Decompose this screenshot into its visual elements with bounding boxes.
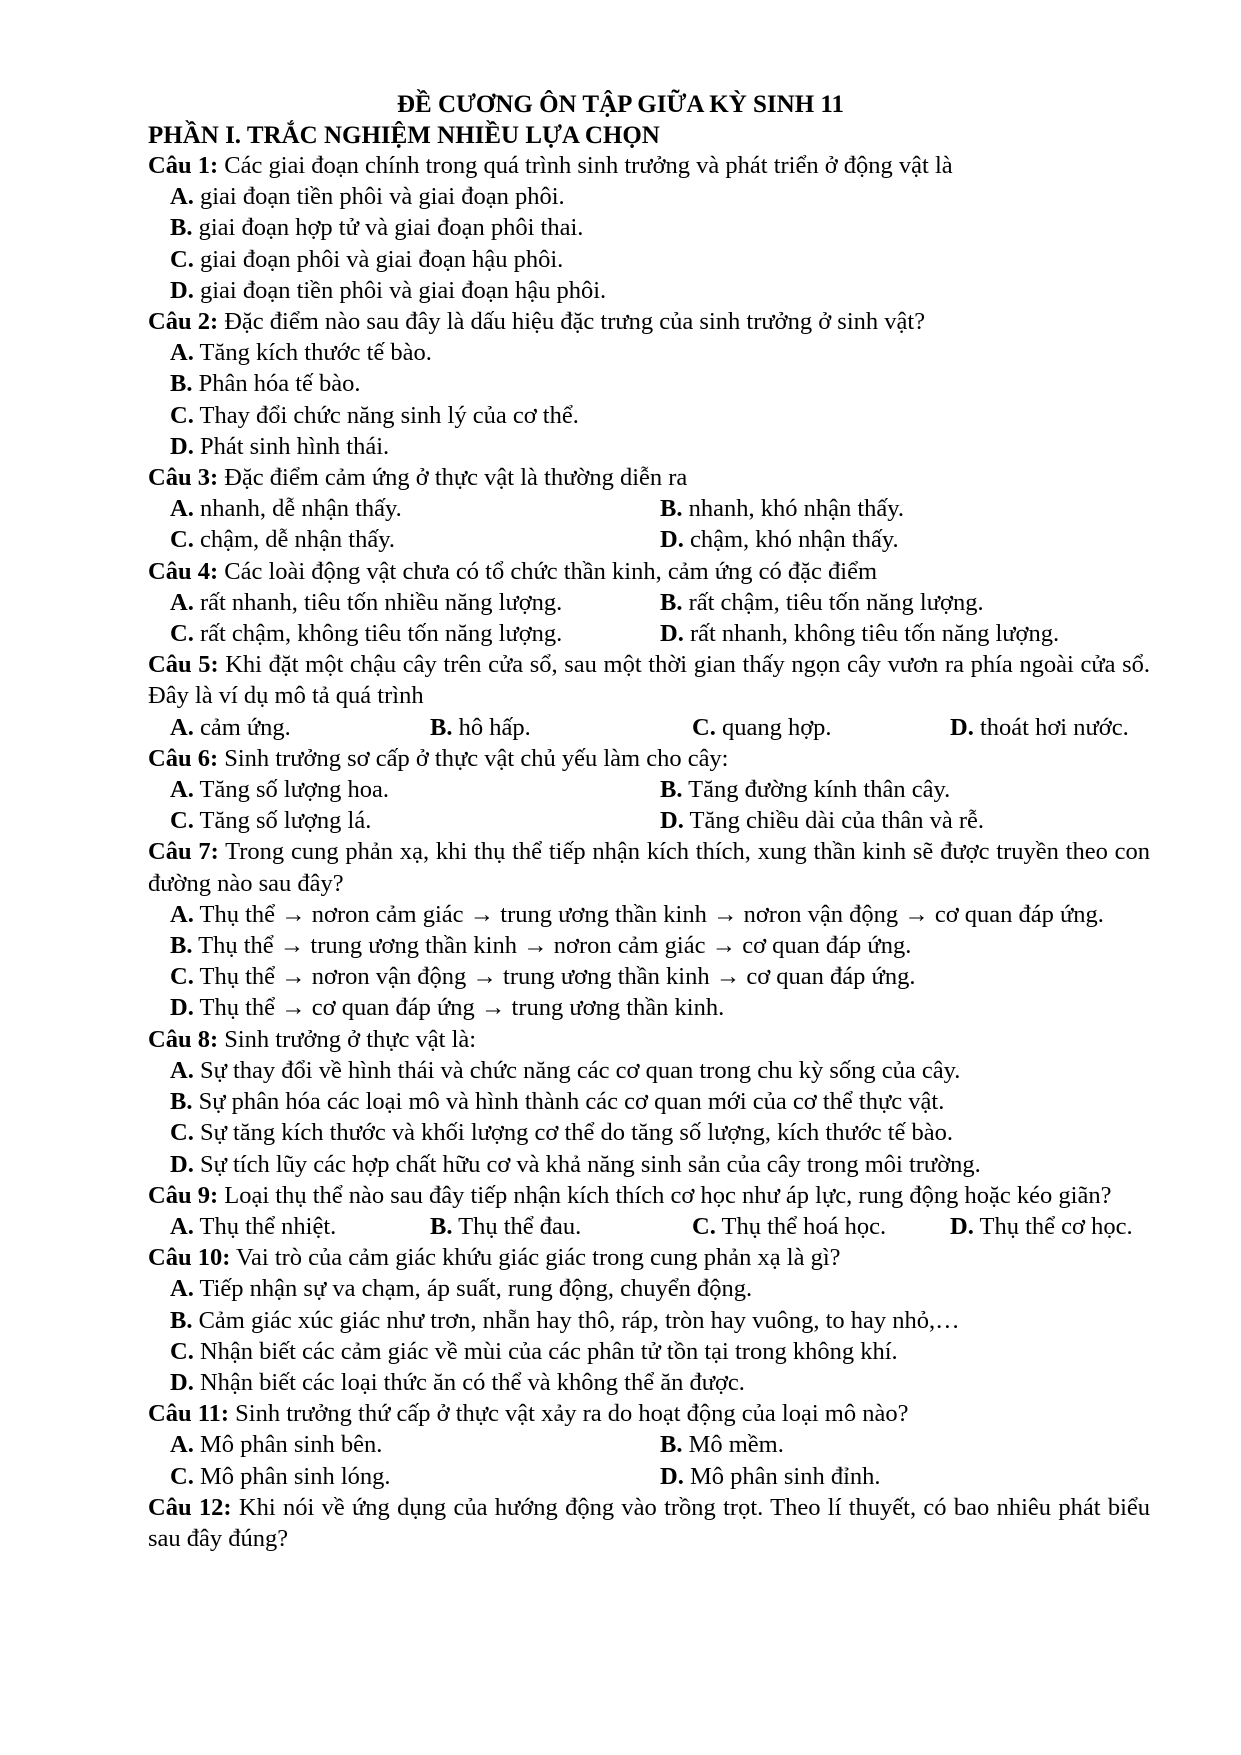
option-text: Thụ thể hoá học. — [721, 1212, 887, 1240]
option-letter: A. — [170, 1275, 194, 1303]
option-text: Thụ thể → trung ương thần kinh → nơron cảm giác → cơ quan đáp ứng. — [198, 932, 912, 960]
question-number: Câu 1: — [148, 152, 219, 179]
option-text: Cảm giác xúc giác như trơn, nhẵn hay thô, ráp, tròn hay vuông, to hay nhỏ,… — [198, 1306, 960, 1334]
question-7 — [148, 836, 1150, 1023]
option-b — [660, 1429, 1150, 1460]
option-text: nhanh, khó nhận thấy. — [688, 495, 905, 523]
option-c — [148, 961, 1150, 992]
option-a — [170, 493, 660, 524]
option-text: Thụ thể → nơron vận động → trung ương thần kinh → cơ quan đáp ứng. — [199, 963, 916, 991]
option-text: Nhận biết các cảm giác về mùi của các phân tử tồn tại trong không khí. — [199, 1337, 898, 1365]
option-letter: C. — [170, 1337, 194, 1365]
option-letter: B. — [660, 776, 683, 804]
option-c — [170, 1461, 660, 1492]
question-6 — [148, 743, 1150, 837]
option-letter: A. — [170, 495, 194, 523]
question-number: Câu 2: — [148, 308, 219, 336]
option-c — [148, 1117, 1150, 1148]
option-text: Thụ thể đau. — [458, 1212, 582, 1240]
option-letter: A. — [170, 900, 194, 928]
option-letter: C. — [170, 401, 194, 429]
option-a — [148, 899, 1150, 930]
option-d — [660, 618, 1150, 649]
option-letter: C. — [692, 713, 716, 741]
option-letter: C. — [170, 620, 194, 648]
option-c — [170, 805, 660, 836]
option-b — [430, 1211, 692, 1242]
question-text: Khi đặt một chậu cây trên cửa sổ, sau một thời gian thấy ngọn cây vươn ra phía ngoài cửa sổ. Đây là ví dụ mô tả quá trình — [148, 651, 1151, 710]
option-letter: B. — [170, 1306, 193, 1334]
option-letter: B. — [430, 713, 453, 741]
option-text: giai đoạn hợp tử và giai đoạn phôi thai. — [198, 214, 584, 242]
option-text: Nhận biết các loại thức ăn có thể và không thể ăn được. — [199, 1368, 745, 1396]
option-b — [148, 930, 1150, 961]
option-c — [692, 712, 950, 743]
option-b — [660, 493, 1150, 524]
option-text: cảm ứng. — [199, 713, 291, 741]
option-text: giai đoạn tiền phôi và giai đoạn hậu phôi. — [199, 276, 607, 304]
option-letter: B. — [170, 370, 193, 398]
option-text: Tăng kích thước tế bào. — [199, 339, 432, 367]
option-b — [148, 1086, 1150, 1117]
option-letter: D. — [170, 432, 194, 460]
question-4 — [148, 556, 1150, 650]
option-d — [148, 992, 1150, 1023]
option-letter: A. — [170, 776, 194, 804]
option-letter: D. — [170, 1368, 194, 1396]
option-letter: D. — [950, 713, 974, 741]
option-text: rất nhanh, không tiêu tốn năng lượng. — [689, 620, 1060, 648]
option-letter: C. — [170, 1462, 194, 1490]
option-letter: D. — [660, 807, 684, 835]
option-c — [170, 524, 660, 555]
question-text: Đặc điểm nào sau đây là dấu hiệu đặc trưng của sinh trưởng ở sinh vật? — [224, 308, 926, 336]
question-number: Câu 4: — [148, 557, 219, 585]
question-text: Đặc điểm cảm ứng ở thực vật là thường diễn ra — [224, 464, 688, 492]
option-letter: A. — [170, 713, 194, 741]
option-a — [170, 1211, 430, 1242]
option-text: rất chậm, không tiêu tốn năng lượng. — [199, 620, 563, 648]
question-text: Sinh trưởng thứ cấp ở thực vật xảy ra do hoạt động của loại mô nào? — [235, 1400, 909, 1428]
option-text: Mô phân sinh lóng. — [199, 1462, 391, 1490]
question-number: Câu 3: — [148, 464, 219, 492]
option-c — [148, 1336, 1150, 1367]
option-text: Thụ thể nhiệt. — [199, 1212, 337, 1240]
option-d — [950, 712, 1129, 743]
option-b — [148, 368, 1150, 399]
question-text: Vai trò của cảm giác khứu giác giác trong cung phản xạ là gì? — [236, 1244, 841, 1272]
option-c — [170, 618, 660, 649]
question-11 — [148, 1398, 1150, 1492]
question-number: Câu 7: — [148, 838, 219, 866]
option-letter: A. — [170, 1431, 194, 1459]
question-text: Sinh trưởng sơ cấp ở thực vật chủ yếu làm cho cây: — [224, 744, 729, 772]
option-d — [660, 805, 1150, 836]
option-text: rất nhanh, tiêu tốn nhiều năng lượng. — [199, 588, 563, 616]
option-text: Sự phân hóa các loại mô và hình thành các cơ quan mới của cơ thể thực vật. — [198, 1088, 945, 1116]
option-d — [950, 1211, 1133, 1242]
option-letter: C. — [170, 526, 194, 554]
option-letter: A. — [170, 1212, 194, 1240]
option-text: Tiếp nhận sự va chạm, áp suất, rung động, chuyển động. — [199, 1275, 753, 1303]
option-text: rất chậm, tiêu tốn năng lượng. — [688, 588, 984, 616]
option-text: thoát hơi nước. — [979, 713, 1129, 741]
option-d — [660, 1461, 1150, 1492]
option-letter: D. — [170, 276, 194, 304]
question-8 — [148, 1024, 1150, 1180]
question-number: Câu 10: — [148, 1244, 231, 1272]
question-list — [148, 150, 1150, 1554]
option-letter: D. — [950, 1212, 974, 1240]
option-letter: B. — [170, 932, 193, 960]
option-text: Thụ thể → nơron cảm giác → trung ương thần kinh → nơron vận động → cơ quan đáp ứng. — [199, 900, 1104, 928]
option-text: hô hấp. — [458, 713, 531, 741]
question-10 — [148, 1242, 1150, 1398]
page-title: ĐỀ CƯƠNG ÔN TẬP GIỮA KỲ SINH 11 — [396, 91, 845, 118]
option-letter: C. — [692, 1212, 716, 1240]
option-text: Mô mềm. — [688, 1431, 784, 1459]
option-text: chậm, khó nhận thấy. — [689, 526, 899, 554]
question-text: Sinh trưởng ở thực vật là: — [224, 1025, 477, 1053]
option-text: Tăng chiều dài của thân và rễ. — [689, 807, 985, 835]
question-text: Các loài động vật chưa có tổ chức thần kinh, cảm ứng có đặc điểm — [224, 557, 878, 585]
option-letter: C. — [170, 807, 194, 835]
option-letter: D. — [170, 994, 194, 1022]
question-text: Trong cung phản xạ, khi thụ thể tiếp nhận kích thích, xung thần kinh sẽ được truyền theo con đường nào sau đây? — [148, 838, 1151, 897]
option-text: nhanh, dễ nhận thấy. — [199, 495, 402, 523]
option-text: Phát sinh hình thái. — [199, 432, 390, 460]
question-text: Các giai đoạn chính trong quá trình sinh trưởng và phát triển ở động vật là — [224, 152, 953, 179]
option-a — [170, 774, 660, 805]
option-letter: B. — [170, 214, 193, 242]
option-text: Tăng đường kính thân cây. — [688, 776, 951, 804]
option-c — [148, 244, 1150, 275]
option-letter: D. — [660, 526, 684, 554]
option-text: Sự tăng kích thước và khối lượng cơ thể do tăng số lượng, kích thước tế bào. — [199, 1119, 954, 1147]
option-d — [148, 431, 1150, 462]
question-1 — [148, 150, 1150, 306]
option-text: Mô phân sinh đỉnh. — [689, 1462, 881, 1490]
option-c — [692, 1211, 950, 1242]
option-b — [430, 712, 692, 743]
question-12 — [148, 1492, 1150, 1554]
option-letter: D. — [660, 620, 684, 648]
option-letter: C. — [170, 1119, 194, 1147]
option-d — [148, 1367, 1150, 1398]
option-text: giai đoạn phôi và giai đoạn hậu phôi. — [199, 245, 564, 273]
option-d — [148, 1149, 1150, 1180]
option-text: giai đoạn tiền phôi và giai đoạn phôi. — [199, 183, 565, 211]
question-2 — [148, 306, 1150, 462]
option-b — [148, 212, 1150, 243]
option-d — [660, 524, 1150, 555]
option-b — [148, 1305, 1150, 1336]
option-a — [170, 587, 660, 618]
option-letter: B. — [660, 1431, 683, 1459]
question-text: Loại thụ thể nào sau đây tiếp nhận kích thích cơ học như áp lực, rung động hoặc kéo giãn? — [224, 1181, 1112, 1209]
option-a — [148, 1273, 1150, 1304]
option-text: Thay đổi chức năng sinh lý của cơ thể. — [199, 401, 579, 429]
option-letter: B. — [430, 1212, 453, 1240]
option-letter: D. — [170, 1150, 194, 1178]
option-letter: C. — [170, 245, 194, 273]
option-text: Tăng số lượng lá. — [199, 807, 372, 835]
option-letter: A. — [170, 588, 194, 616]
option-text: Tăng số lượng hoa. — [199, 776, 390, 804]
question-number: Câu 6: — [148, 744, 219, 772]
option-letter: B. — [660, 495, 683, 523]
option-text: Sự tích lũy các hợp chất hữu cơ và khả năng sinh sản của cây trong môi trường. — [199, 1150, 981, 1178]
option-text: Phân hóa tế bào. — [198, 370, 361, 398]
option-a — [148, 181, 1150, 212]
option-a — [148, 1055, 1150, 1086]
option-a — [170, 712, 430, 743]
option-letter: D. — [660, 1462, 684, 1490]
question-number: Câu 11: — [148, 1400, 230, 1428]
section-heading: PHẦN I. TRẮC NGHIỆM NHIỀU LỰA CHỌN — [148, 122, 660, 149]
option-text: Mô phân sinh bên. — [199, 1431, 383, 1459]
option-letter: B. — [660, 588, 683, 616]
option-text: quang hợp. — [721, 713, 832, 741]
option-letter: A. — [170, 183, 194, 211]
option-d — [148, 275, 1150, 306]
question-number: Câu 9: — [148, 1181, 219, 1209]
option-c — [148, 400, 1150, 431]
option-letter: A. — [170, 1056, 194, 1084]
option-text: Sự thay đổi về hình thái và chức năng các cơ quan trong chu kỳ sống của cây. — [199, 1056, 961, 1084]
option-a — [148, 337, 1150, 368]
option-letter: B. — [170, 1088, 193, 1116]
question-text: Khi nói về ứng dụng của hướng động vào trồng trọt. Theo lí thuyết, có bao nhiêu phát biểu sau đây đúng? — [148, 1493, 1151, 1552]
question-5 — [148, 649, 1150, 743]
option-text: chậm, dễ nhận thấy. — [199, 526, 395, 554]
question-number: Câu 8: — [148, 1025, 219, 1053]
option-b — [660, 587, 1150, 618]
option-text: Thụ thể cơ học. — [979, 1212, 1133, 1240]
option-text: Thụ thể → cơ quan đáp ứng → trung ương thần kinh. — [199, 994, 725, 1022]
question-number: Câu 12: — [148, 1493, 232, 1521]
option-a — [170, 1429, 660, 1460]
question-3 — [148, 462, 1150, 556]
option-letter: A. — [170, 339, 194, 367]
option-b — [660, 774, 1150, 805]
option-letter: C. — [170, 963, 194, 991]
question-9 — [148, 1180, 1150, 1242]
question-number: Câu 5: — [148, 651, 219, 679]
